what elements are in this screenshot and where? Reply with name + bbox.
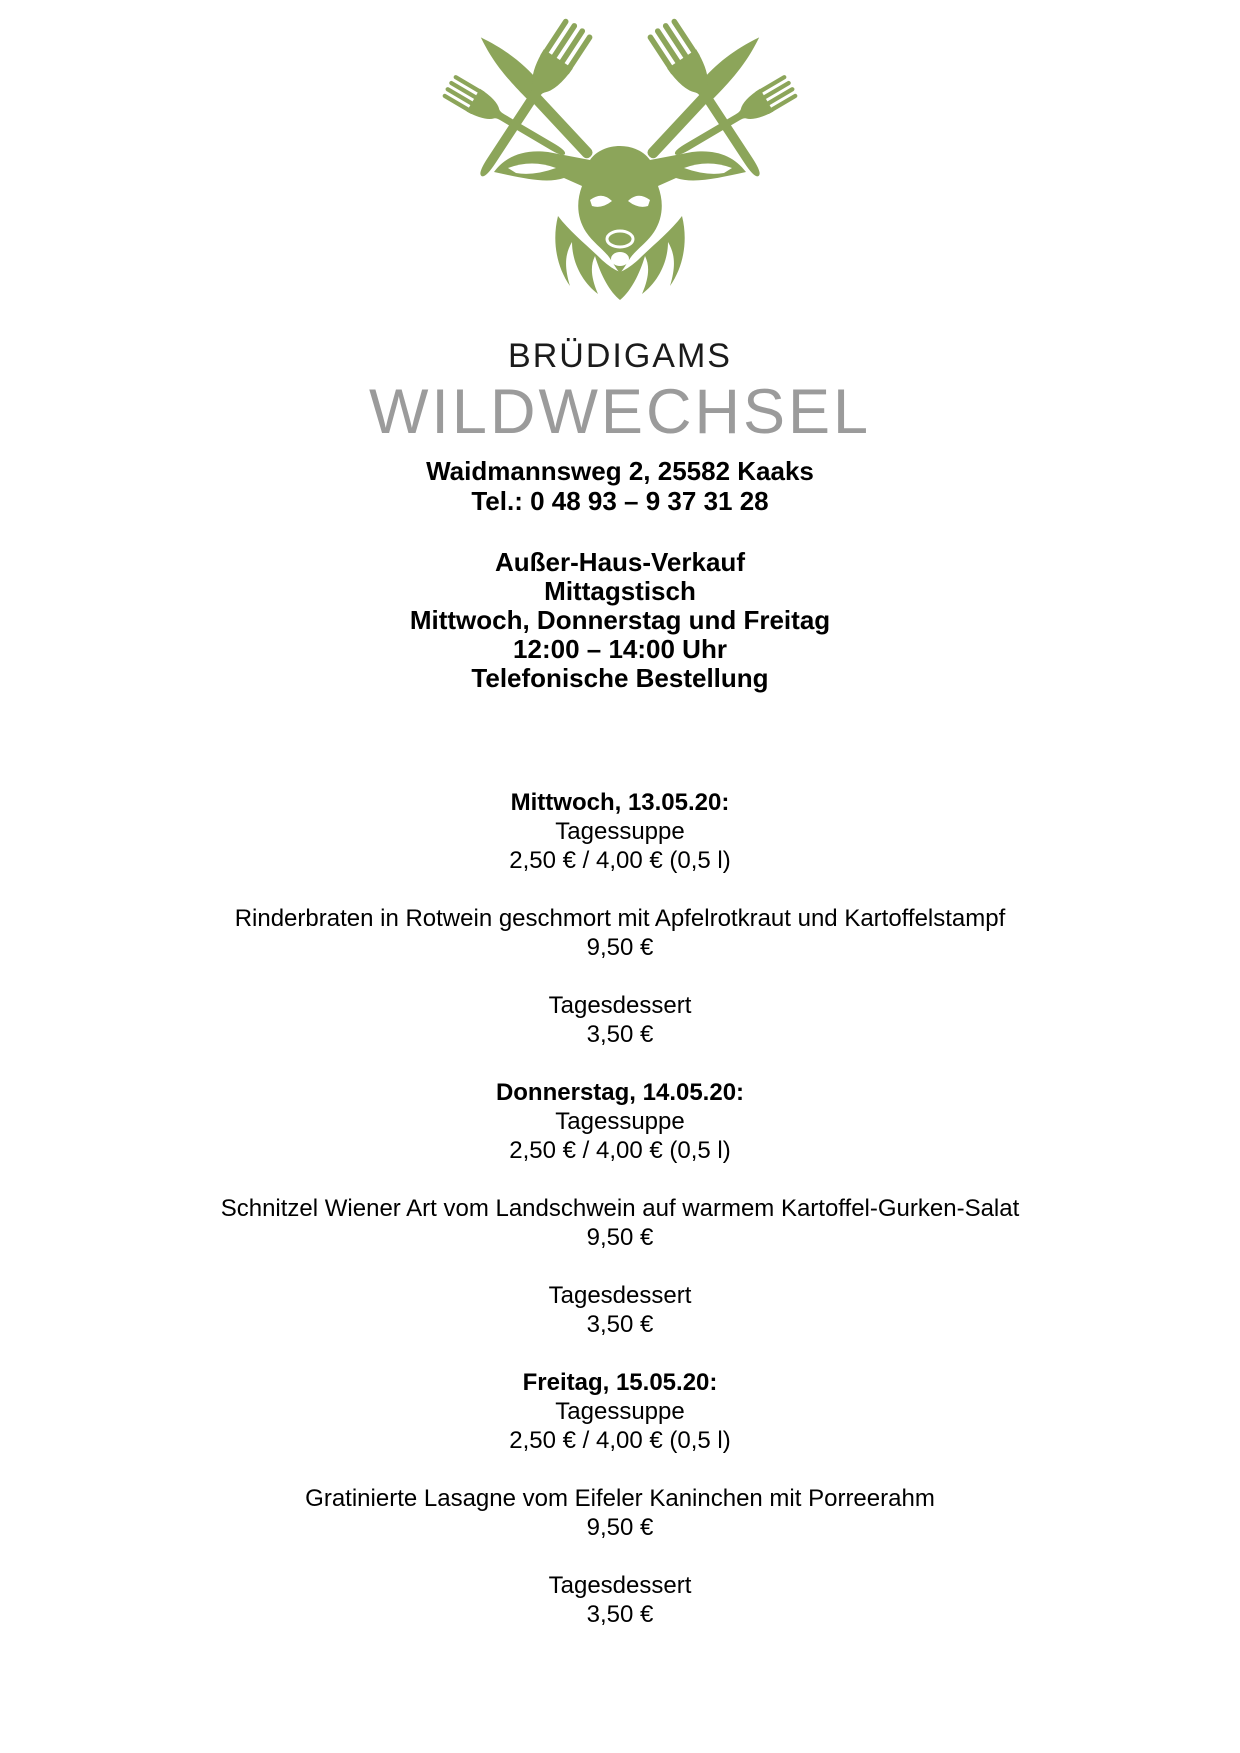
info-line-hours: 12:00 – 14:00 Uhr [513, 634, 727, 664]
dessert-label: Tagesdessert [548, 1282, 692, 1309]
service-info-block [0, 548, 1240, 693]
brand-wordmark: WILDWECHSEL [368, 377, 872, 447]
weekly-menu [0, 788, 1240, 1629]
info-line-days: Mittwoch, Donnerstag und Freitag [409, 605, 831, 635]
day-section-wednesday [0, 788, 1240, 1049]
main-price: 9,50 € [586, 1514, 654, 1541]
dessert-group [0, 991, 1240, 1049]
dessert-price: 3,50 € [586, 1021, 654, 1048]
main-dish-group [0, 1484, 1240, 1542]
main-dish: Rinderbraten in Rotwein geschmort mit Apfelrotkraut und Kartoffelstampf [234, 905, 1006, 932]
dessert-label: Tagesdessert [548, 992, 692, 1019]
info-line-service: Außer-Haus-Verkauf [495, 547, 745, 577]
soup-label: Tagessuppe [555, 1398, 685, 1425]
soup-price: 2,50 € / 4,00 € (0,5 l) [509, 847, 731, 874]
main-dish-group [0, 1194, 1240, 1252]
main-dish: Gratinierte Lasagne vom Eifeler Kaninchen mit Porreerahm [305, 1485, 935, 1512]
stag-cutlery-logo-icon [440, 8, 800, 320]
day-section-thursday [0, 1078, 1240, 1339]
soup-price: 2,50 € / 4,00 € (0,5 l) [509, 1137, 731, 1164]
dessert-price: 3,50 € [586, 1601, 654, 1628]
dessert-group [0, 1281, 1240, 1339]
contact-block [0, 456, 1240, 516]
day-title: Mittwoch, 13.05.20: [510, 789, 730, 816]
dessert-group [0, 1571, 1240, 1629]
soup-label: Tagessuppe [555, 1108, 685, 1135]
dessert-label: Tagesdessert [548, 1572, 692, 1599]
main-price: 9,50 € [586, 934, 654, 961]
main-price: 9,50 € [586, 1224, 654, 1251]
main-dish-group [0, 904, 1240, 962]
soup-label: Tagessuppe [555, 818, 685, 845]
address-line: Waidmannsweg 2, 25582 Kaaks [426, 456, 814, 486]
dessert-price: 3,50 € [586, 1311, 654, 1338]
day-section-friday [0, 1368, 1240, 1629]
brand-name: BRÜDIGAMS [508, 337, 732, 375]
main-dish: Schnitzel Wiener Art vom Landschwein auf warmem Kartoffel-Gurken-Salat [220, 1195, 1020, 1222]
day-title: Freitag, 15.05.20: [522, 1369, 718, 1396]
day-title: Donnerstag, 14.05.20: [495, 1079, 745, 1106]
soup-price: 2,50 € / 4,00 € (0,5 l) [509, 1427, 731, 1454]
info-line-lunch: Mittagstisch [544, 576, 696, 606]
info-line-ordering: Telefonische Bestellung [471, 663, 769, 693]
phone-line: Tel.: 0 48 93 – 9 37 31 28 [471, 486, 769, 516]
